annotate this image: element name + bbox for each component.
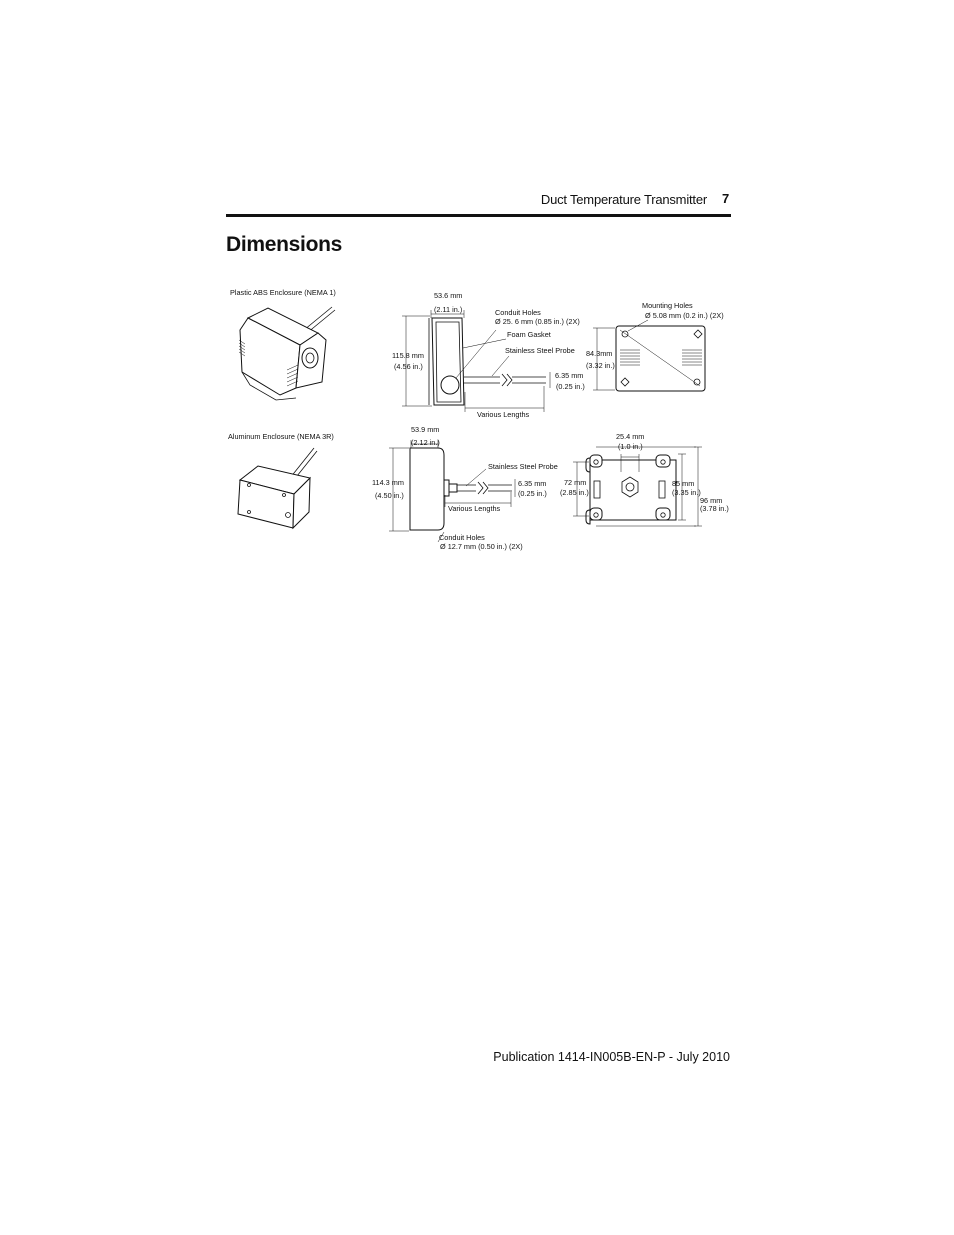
aluminum-various-lengths: Various Lengths: [448, 504, 501, 513]
aluminum-conduit-holes-spec: Ø 12.7 mm (0.50 in.) (2X): [440, 542, 523, 551]
plastic-conduit-holes-spec: Ø 25. 6 mm (0.85 in.) (2X): [495, 317, 580, 326]
aluminum-side-width: 53.9 mm: [411, 425, 440, 434]
plastic-side-width-in: (2.11 in.): [434, 305, 463, 314]
aluminum-height: 114.3 mm: [372, 478, 404, 487]
aluminum-side-width-in: (2.12 in.): [411, 438, 440, 447]
plastic-mounting-holes: Mounting Holes: [642, 301, 693, 310]
plastic-height: 115.8 mm: [392, 351, 424, 360]
plastic-enclosure-illustration: [239, 307, 335, 400]
plastic-foam-gasket: Foam Gasket: [507, 330, 551, 339]
aluminum-probe-dia-in: (0.25 in.): [518, 489, 547, 498]
aluminum-hole-spacing: 25.4 mm: [616, 432, 645, 441]
running-header: Duct Temperature Transmitter: [540, 192, 707, 207]
aluminum-probe-dia: 6.35 mm: [518, 479, 547, 488]
plastic-mounting-holes-spec: Ø 5.08 mm (0.2 in.) (2X): [645, 311, 724, 320]
aluminum-hole-spacing-in: (1.0 in.): [618, 442, 643, 451]
plastic-probe-dia: 6.35 mm: [555, 371, 584, 380]
aluminum-enclosure-illustration: [238, 448, 317, 528]
aluminum-height-in: (4.50 in.): [375, 491, 404, 500]
aluminum-conduit-holes: Conduit Holes: [439, 533, 485, 542]
plastic-side-width: 53.6 mm: [434, 291, 463, 300]
aluminum-outer-height: 96 mm: [700, 496, 723, 505]
page-number: 7: [722, 191, 730, 206]
aluminum-mid-height: 85 mm: [672, 479, 695, 488]
page-title: Dimensions: [226, 233, 343, 256]
aluminum-mid-height-in: (3.35 in.): [672, 488, 701, 497]
plastic-various-lengths: Various Lengths: [477, 410, 530, 419]
aluminum-inner-height-in: (2.85 in.): [560, 488, 589, 497]
plastic-probe-dia-in: (0.25 in.): [556, 382, 585, 391]
aluminum-inner-height: 72 mm: [564, 478, 587, 487]
plastic-back-height-in: (3.32 in.): [586, 361, 615, 370]
aluminum-side-view: [389, 440, 515, 542]
plastic-back-height: 84.3mm: [586, 349, 613, 358]
plastic-height-in: (4.56 in.): [394, 362, 423, 371]
aluminum-caption: Aluminum Enclosure (NEMA 3R): [228, 432, 334, 441]
aluminum-probe-label: Stainless Steel Probe: [488, 462, 558, 471]
plastic-conduit-holes: Conduit Holes: [495, 308, 541, 317]
plastic-probe-label: Stainless Steel Probe: [505, 346, 575, 355]
publication-footer: Publication 1414-IN005B-EN-P - July 2010: [493, 1050, 730, 1064]
aluminum-outer-height-in: (3.78 in.): [700, 504, 729, 513]
plastic-caption: Plastic ABS Enclosure (NEMA 1): [230, 288, 336, 297]
